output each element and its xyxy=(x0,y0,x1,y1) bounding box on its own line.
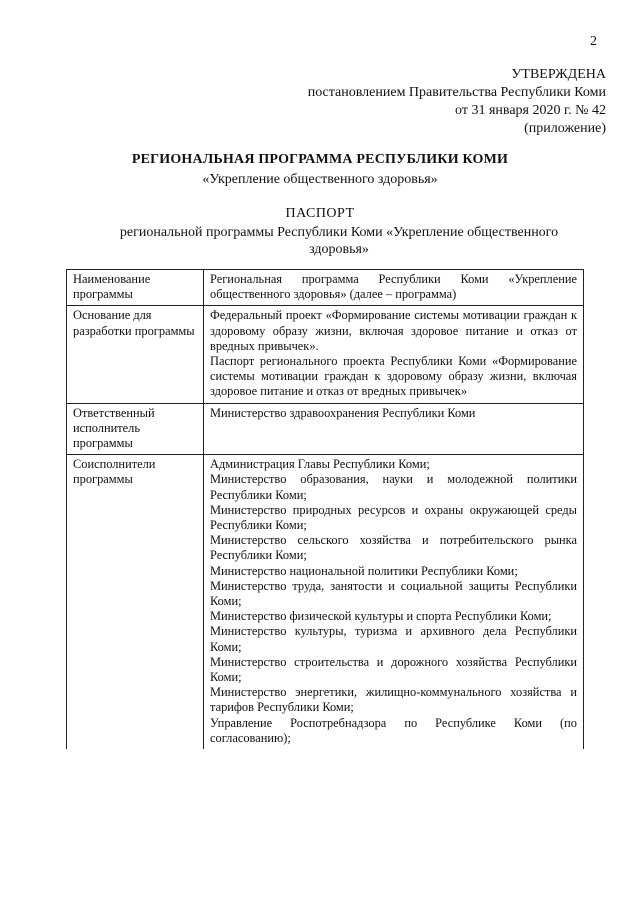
row-value-paragraph: Администрация Главы Республики Коми; xyxy=(210,457,430,472)
document-subtitle: «Укрепление общественного здоровья» xyxy=(202,172,438,187)
approval-appendix: (приложение) xyxy=(524,121,606,136)
approval-decree: постановлением Правительства Республики Коми xyxy=(307,85,606,100)
approval-date: от 31 января 2020 г. № 42 xyxy=(455,103,606,118)
table-row xyxy=(67,270,584,306)
passport-subheading: региональной программы Республики Коми «Укрепление общественного здоровья» xyxy=(119,225,559,257)
passport-table xyxy=(66,269,584,749)
table-row xyxy=(67,455,584,749)
row-value-paragraph: Министерство физической культуры и спорта Республики Коми; xyxy=(210,609,552,624)
row-label: Ответственный исполнитель программы xyxy=(67,403,204,455)
approval-block xyxy=(308,66,606,138)
row-value xyxy=(204,306,584,403)
row-value-paragraph: Управление Роспотребнадзора по Республике Коми (по согласованию); xyxy=(210,715,577,745)
passport-heading: ПАСПОРТ xyxy=(285,206,355,221)
row-value-paragraph: Министерство культуры, туризма и архивного дела Республики Коми; xyxy=(210,624,577,654)
row-value-paragraph: Министерство образования, науки и молодежной политики Республики Коми; xyxy=(210,472,577,502)
row-value-paragraph: Министерство труда, занятости и социальной защиты Республики Коми; xyxy=(210,578,577,609)
row-value-paragraph: Паспорт регионального проекта Республики Коми «Формирование системы мотивации граждан к здоровому образу жизни, включая здоровое питание и отказ от вредных привычек» xyxy=(210,354,577,399)
row-label: Основание для разработки программы xyxy=(67,306,204,403)
table-row xyxy=(67,306,584,403)
row-value-paragraph: Министерство строительства и дорожного хозяйства Республики Коми; xyxy=(210,654,577,685)
row-value-paragraph: Министерство сельского хозяйства и потребительского рынка Республики Коми; xyxy=(210,533,577,563)
row-value-paragraph: Министерство энергетики, жилищно-коммунального хозяйства и тарифов Республики Коми; xyxy=(210,685,577,715)
approval-status: УТВЕРЖДЕНА xyxy=(511,67,606,82)
row-label: Соисполнители программы xyxy=(67,455,204,749)
row-value-paragraph: Министерство здравоохранения Республики Коми xyxy=(210,405,476,420)
row-value-paragraph: Региональная программа Республики Коми «Укрепление общественного здоровья» (далее – программа) xyxy=(210,272,577,302)
document-title: РЕГИОНАЛЬНАЯ ПРОГРАММА РЕСПУБЛИКИ КОМИ xyxy=(131,152,509,167)
row-value xyxy=(204,403,584,455)
row-value-paragraph: Министерство национальной политики Республики Коми; xyxy=(210,563,518,578)
row-value-paragraph: Федеральный проект «Формирование системы мотивации граждан к здоровому образу жизни, включая здоровое питание и отказ от вредных привычек». xyxy=(210,308,577,353)
table-row xyxy=(67,403,584,455)
page-number: 2 xyxy=(590,34,597,49)
row-value xyxy=(204,270,584,306)
row-label: Наименование программы xyxy=(67,270,204,306)
row-value xyxy=(204,455,584,749)
row-value-paragraph: Министерство природных ресурсов и охраны окружающей среды Республики Коми; xyxy=(210,502,577,533)
